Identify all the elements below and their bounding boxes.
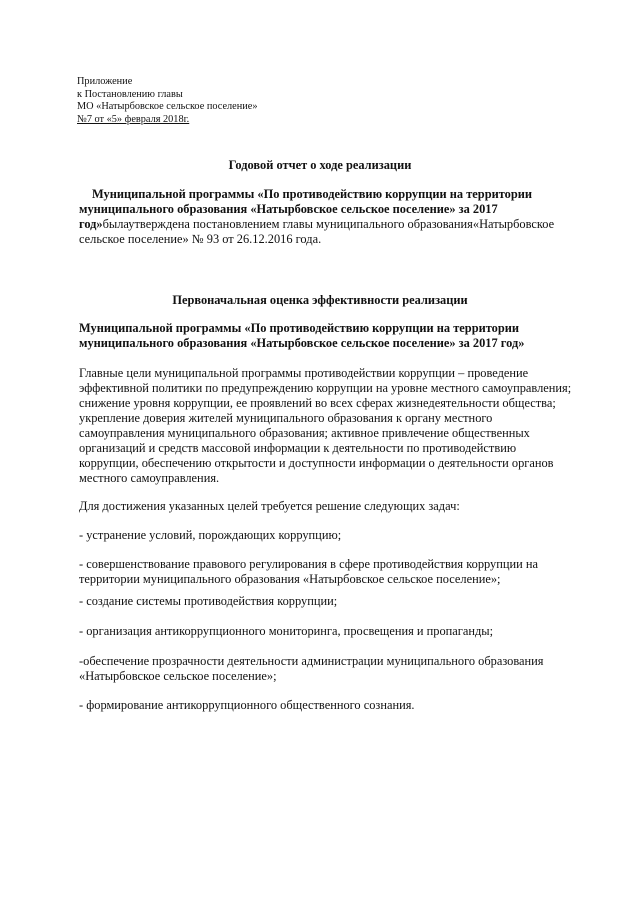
header-line-number-date: №7 от «5» февраля 2018г.	[77, 113, 190, 125]
assessment-line-2: муниципального образования «Натырбовское сельское поселение» за 2017 год»	[79, 336, 525, 350]
tasks-intro: Для достижения указанных целей требуется решение следующих задач:	[79, 499, 460, 513]
program-line-2: муниципального образования «Натырбовское сельское поселение» за 2017	[79, 202, 498, 216]
program-line-3-bold: год»	[79, 217, 103, 231]
goals-line-2: эффективной политики по предупреждению коррупции на уровне местного самоуправления;	[79, 381, 572, 395]
goals-paragraph	[79, 366, 600, 486]
task-item: - устранение условий, порождающих коррупцию;	[79, 528, 342, 542]
program-line-1: Муниципальной программы «По противодействию коррупции на территории	[92, 187, 533, 201]
header-line-appendix: Приложение	[77, 76, 133, 87]
header-line-municipality: МО «Натырбовское сельское поселение»	[77, 101, 258, 112]
task-line: - совершенствование правового регулирования в сфере противодействия коррупции на	[79, 557, 538, 571]
goals-line-7: коррупции, обеспечению открытости и доступности информации о деятельности органов	[79, 456, 554, 470]
task-item: - создание системы противодействия коррупции;	[79, 594, 338, 608]
task-line: «Натырбовское сельское поселение»;	[79, 669, 277, 683]
goals-line-3: снижение уровня коррупции, ее проявлений во всех сферах жизнедеятельности общества;	[79, 396, 556, 410]
program-line-3	[79, 217, 600, 232]
task-line: -обеспечение прозрачности деятельности администрации муниципального образования	[79, 654, 544, 668]
report-title: Годовой отчет о ходе реализации	[228, 158, 412, 172]
task-item	[79, 557, 600, 587]
program-line-3-rest: былаутверждена постановлением главы муниципального образования«Натырбовское	[102, 217, 555, 231]
goals-line-4: укрепление доверия жителей муниципального образования к органу местного	[79, 411, 493, 425]
program-description	[79, 187, 600, 247]
goals-line-1: Главные цели муниципальной программы противодействии коррупции – проведение	[79, 366, 529, 380]
task-item: - формирование антикоррупционного общественного сознания.	[79, 698, 415, 712]
task-item: - организация антикоррупционного мониторинга, просвещения и пропаганды;	[79, 624, 494, 638]
task-line: территории муниципального образования «Натырбовское сельское поселение»;	[79, 572, 501, 586]
goals-line-6: организаций и средств массовой информации к деятельности по противодействию	[79, 441, 517, 455]
goals-line-8: местного самоуправления.	[79, 471, 220, 485]
header-line-resolution: к Постановлению главы	[77, 88, 183, 100]
task-item	[79, 654, 600, 684]
assessment-title: Первоначальная оценка эффективности реализации	[172, 293, 468, 307]
assessment-line-1: Муниципальной программы «По противодействию коррупции на территории	[79, 321, 520, 335]
assessment-subtitle	[79, 321, 600, 351]
program-line-4: сельское поселение» № 93 от 26.12.2016 года.	[79, 232, 322, 246]
appendix-header	[77, 76, 257, 126]
goals-line-5: самоуправления муниципального образования; активное привлечение общественных	[79, 426, 530, 440]
